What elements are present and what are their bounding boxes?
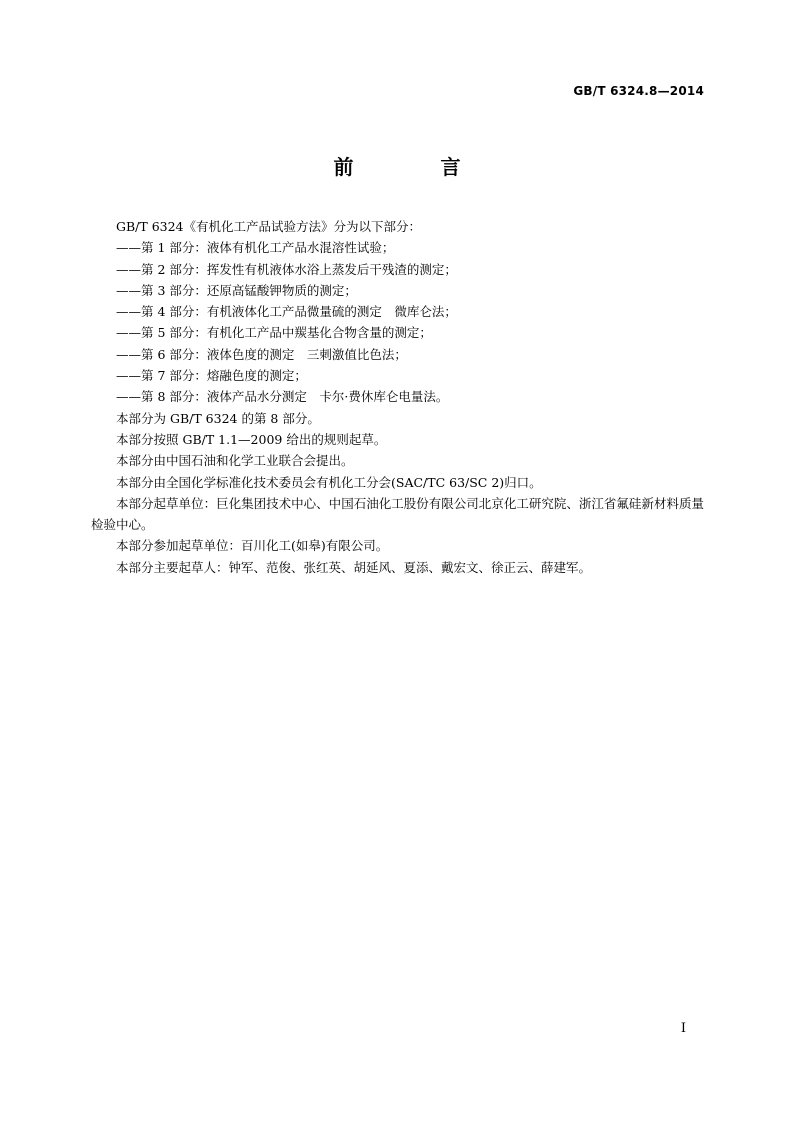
page-title: 前 言 — [333, 155, 501, 179]
paragraph-part-statement: 本部分为 GB/T 6324 的第 8 部分。 — [116, 410, 320, 426]
paragraph-participating-units: 本部分参加起草单位：百川化工(如皋)有限公司。 — [116, 538, 389, 554]
list-item-part-3: ——第 3 部分：还原高锰酸钾物质的测定； — [116, 282, 357, 298]
list-item-part-4: ——第 4 部分：有机液体化工产品微量硫的测定 微库仑法； — [116, 304, 457, 320]
page-number: I — [680, 1021, 686, 1036]
list-item-part-5: ——第 5 部分：有机化工产品中羰基化合物含量的测定； — [116, 325, 432, 341]
list-item-part-1: ——第 1 部分：液体有机化工产品水混溶性试验； — [116, 240, 395, 256]
paragraph-intro: GB/T 6324《有机化工产品试验方法》分为以下部分： — [116, 219, 422, 234]
paragraph-committee: 本部分由全国化学标准化技术委员会有机化工分会(SAC/TC 63/SC 2)归口。 — [116, 474, 542, 490]
list-item-part-2: ——第 2 部分：挥发性有机液体水浴上蒸发后干残渣的测定； — [116, 261, 457, 277]
paragraph-drafters: 本部分主要起草人：钟军、范俊、张红英、胡延风、夏添、戴宏文、徐正云、薛建军。 — [116, 559, 592, 575]
paragraph-drafting-rules: 本部分按照 GB/T 1.1—2009 给出的规则起草。 — [116, 431, 387, 447]
paragraph-drafting-units: 本部分起草单位：巨化集团技术中心、中国石油化工股份有限公司北京化工研究院、浙江省氟硅新材料质量检验中心。 — [91, 495, 704, 533]
foreword-body — [91, 216, 704, 578]
list-item-part-8: ——第 8 部分：液体产品水分测定 卡尔·费休库仑电量法。 — [116, 389, 449, 405]
list-item-part-7: ——第 7 部分：熔融色度的测定； — [116, 368, 307, 384]
paragraph-proposer: 本部分由中国石油和化学工业联合会提出。 — [116, 453, 354, 469]
document-code: GB/T 6324.8—2014 — [573, 84, 704, 98]
list-item-part-6: ——第 6 部分：液体色度的测定 三刺激值比色法； — [116, 346, 407, 362]
